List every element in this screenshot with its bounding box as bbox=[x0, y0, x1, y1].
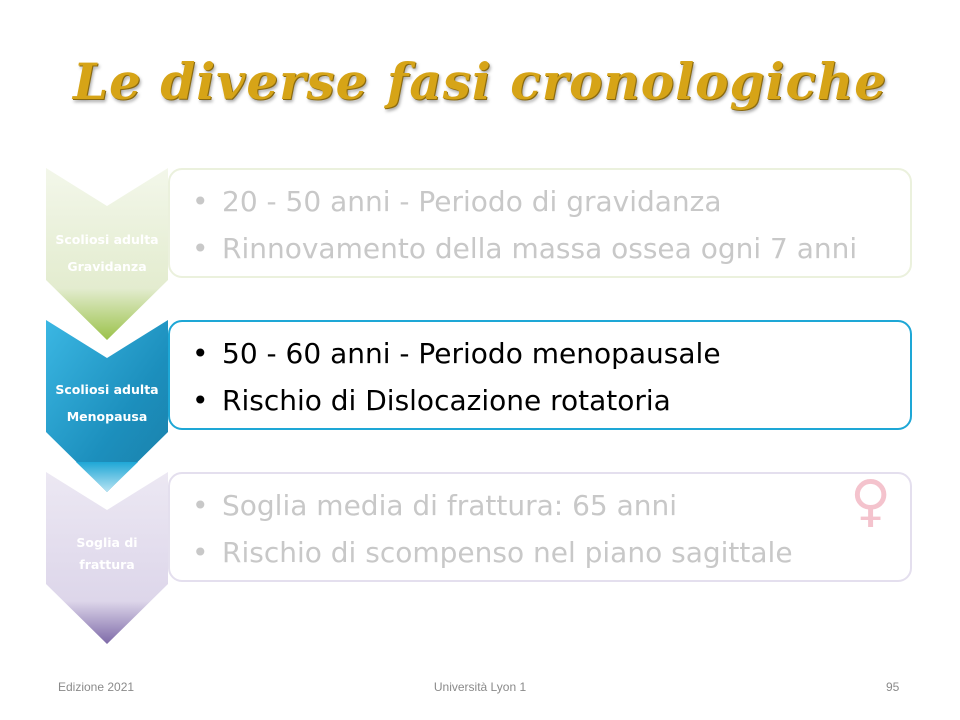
phase-row-frattura bbox=[46, 469, 914, 622]
bullet-item: • 20 - 50 anni - Periodo di gravidanza bbox=[192, 178, 857, 225]
phase-label-line1: Scoliosi adulta bbox=[55, 382, 159, 397]
phase-label-line1: Scoliosi adulta bbox=[55, 232, 159, 247]
phase-panel bbox=[168, 168, 912, 278]
phase-label-line2: Menopausa bbox=[66, 409, 148, 424]
bullet-list bbox=[192, 330, 721, 424]
phase-label-line2: frattura bbox=[79, 557, 135, 572]
phase-row-menopausa bbox=[46, 320, 914, 470]
footer-page-number: 95 bbox=[886, 680, 900, 694]
phase-panel bbox=[168, 320, 912, 430]
phase-row-gravidanza bbox=[46, 168, 914, 318]
slide-title: Le diverse fasi cronologiche bbox=[72, 52, 888, 111]
bullet-item: • Rinnovamento della massa ossea ogni 7 anni bbox=[192, 225, 857, 272]
female-symbol-icon: ♀ bbox=[850, 469, 892, 534]
phase-chevron bbox=[46, 168, 168, 318]
phase-panel bbox=[168, 469, 912, 582]
bullet-item: • Rischio di scompenso nel piano sagittale bbox=[192, 529, 793, 576]
bullet-item: • 50 - 60 anni - Periodo menopausale bbox=[192, 330, 721, 377]
bullet-list bbox=[192, 482, 793, 576]
bullet-list bbox=[192, 178, 857, 272]
phase-label-line2: Gravidanza bbox=[67, 259, 147, 274]
phase-label-line1: Soglia di bbox=[76, 535, 138, 550]
phase-chevron bbox=[46, 320, 168, 470]
phase-chevron bbox=[46, 472, 168, 622]
footer-edition: Edizione 2021 bbox=[58, 680, 135, 694]
bullet-item: • Rischio di Dislocazione rotatoria bbox=[192, 377, 721, 424]
footer-university: Università Lyon 1 bbox=[433, 680, 527, 694]
bullet-item: • Soglia media di frattura: 65 anni bbox=[192, 482, 793, 529]
